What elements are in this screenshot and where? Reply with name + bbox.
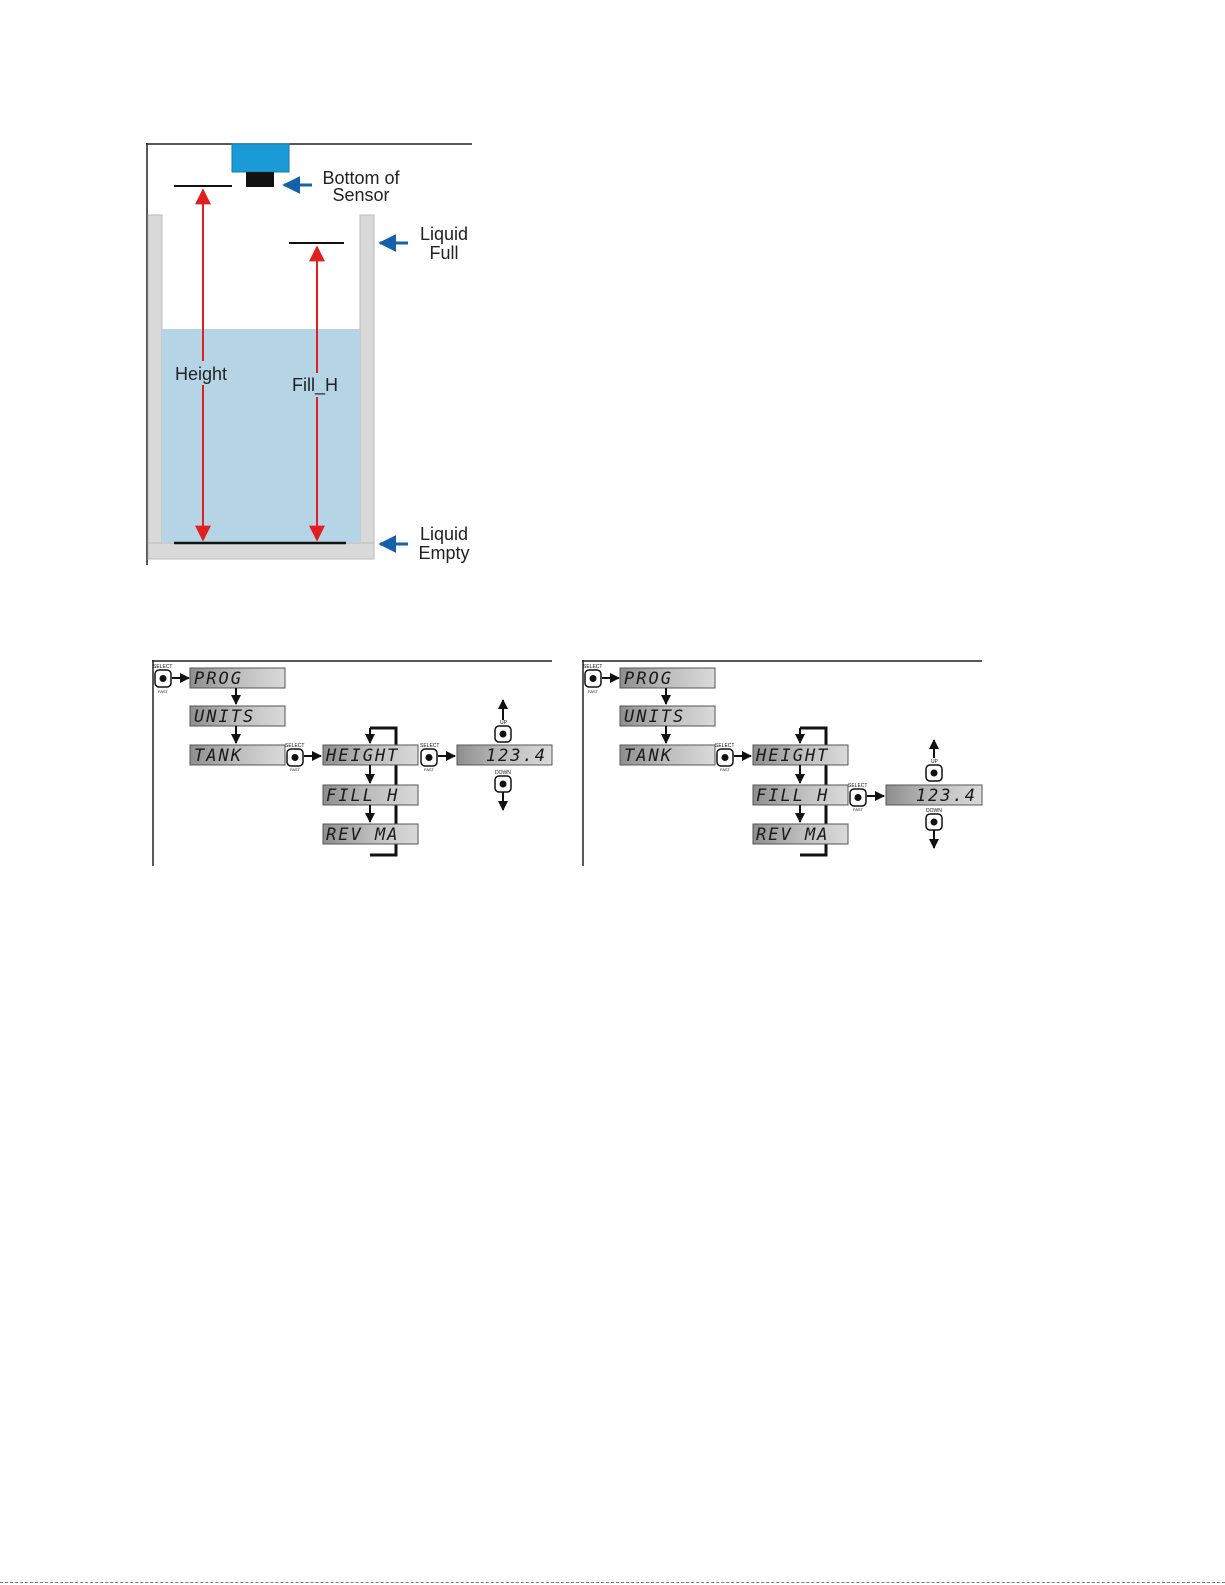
lcd-height [753, 745, 848, 766]
up-button[interactable] [926, 765, 942, 781]
svg-text:FILL H: FILL H [326, 786, 400, 806]
lcd-fill-h [323, 785, 418, 806]
sensor-body [232, 144, 289, 172]
lcd-fill-h [753, 785, 848, 806]
select-button[interactable] [421, 749, 437, 766]
svg-text:TANK: TANK [624, 746, 673, 766]
select-label: SELECT [285, 743, 305, 749]
svg-text:TANK: TANK [194, 746, 243, 766]
lcd-value [886, 785, 982, 806]
up-label: UP [500, 720, 507, 726]
fast-label: FAST [853, 807, 864, 812]
down-button[interactable] [926, 814, 942, 830]
svg-text:REV MA: REV MA [756, 825, 830, 845]
bottom-of-sensor-line2: Sensor [332, 185, 390, 205]
tank-right-wall [360, 215, 374, 559]
lcd-prog [190, 668, 285, 689]
liquid-empty-line1: Liquid [419, 524, 469, 544]
select-button[interactable] [850, 789, 866, 806]
svg-text:UNITS: UNITS [194, 707, 256, 727]
svg-text:HEIGHT: HEIGHT [756, 746, 830, 766]
liquid-empty-line2: Empty [418, 543, 470, 563]
menu-diagram-height [152, 660, 557, 866]
fill-h-label: Fill_H [292, 375, 339, 395]
lcd-tank [190, 745, 285, 766]
lcd-units [190, 706, 285, 727]
tank-left-wall [148, 215, 162, 559]
lcd-rev-ma [323, 824, 418, 845]
down-button[interactable] [495, 776, 511, 792]
svg-text:123.4: 123.4 [915, 786, 977, 806]
lcd-units [620, 706, 715, 727]
menu-diagram-fill-h-svg [582, 660, 987, 866]
svg-text:PROG: PROG [194, 669, 243, 689]
select-label: SELECT [848, 783, 868, 789]
svg-text:123.4: 123.4 [485, 746, 547, 766]
liquid-full-line1: Liquid [419, 224, 469, 244]
select-label: SELECT [420, 743, 440, 749]
lcd-prog [620, 668, 715, 689]
up-button[interactable] [495, 726, 511, 742]
svg-text:UNITS: UNITS [624, 707, 686, 727]
fast-label: FAST [158, 689, 169, 694]
lcd-tank [620, 745, 715, 766]
svg-text:HEIGHT: HEIGHT [326, 746, 400, 766]
select-label: SELECT [583, 664, 603, 670]
up-label: UP [931, 759, 938, 765]
down-label: DOWN [926, 808, 942, 814]
tank-floor [148, 543, 374, 559]
select-label: SELECT [715, 743, 735, 749]
page-bottom-border [0, 1582, 1225, 1583]
fast-label: FAST [290, 767, 301, 772]
menu-diagram-fill-h [582, 660, 987, 866]
select-button[interactable] [585, 670, 601, 687]
bottom-of-sensor-line1: Bottom of [322, 168, 400, 188]
lcd-value [457, 745, 552, 766]
height-label: Height [175, 364, 228, 384]
svg-text:REV MA: REV MA [326, 825, 400, 845]
liquid-full-line2: Full [429, 243, 459, 263]
select-label: SELECT [153, 664, 173, 670]
sensor-face [246, 172, 274, 187]
svg-text:FILL H: FILL H [756, 786, 830, 806]
tank-diagram [146, 143, 476, 568]
select-button[interactable] [717, 749, 733, 766]
svg-text:PROG: PROG [624, 669, 673, 689]
select-button[interactable] [155, 670, 171, 687]
fast-label: FAST [424, 767, 435, 772]
down-label: DOWN [495, 770, 511, 776]
lcd-height [323, 745, 418, 766]
lcd-rev-ma [753, 824, 848, 845]
fast-label: FAST [588, 689, 599, 694]
menu-diagram-height-svg [152, 660, 557, 866]
select-button[interactable] [287, 749, 303, 766]
fast-label: FAST [720, 767, 731, 772]
tank-diagram-svg [146, 143, 476, 568]
